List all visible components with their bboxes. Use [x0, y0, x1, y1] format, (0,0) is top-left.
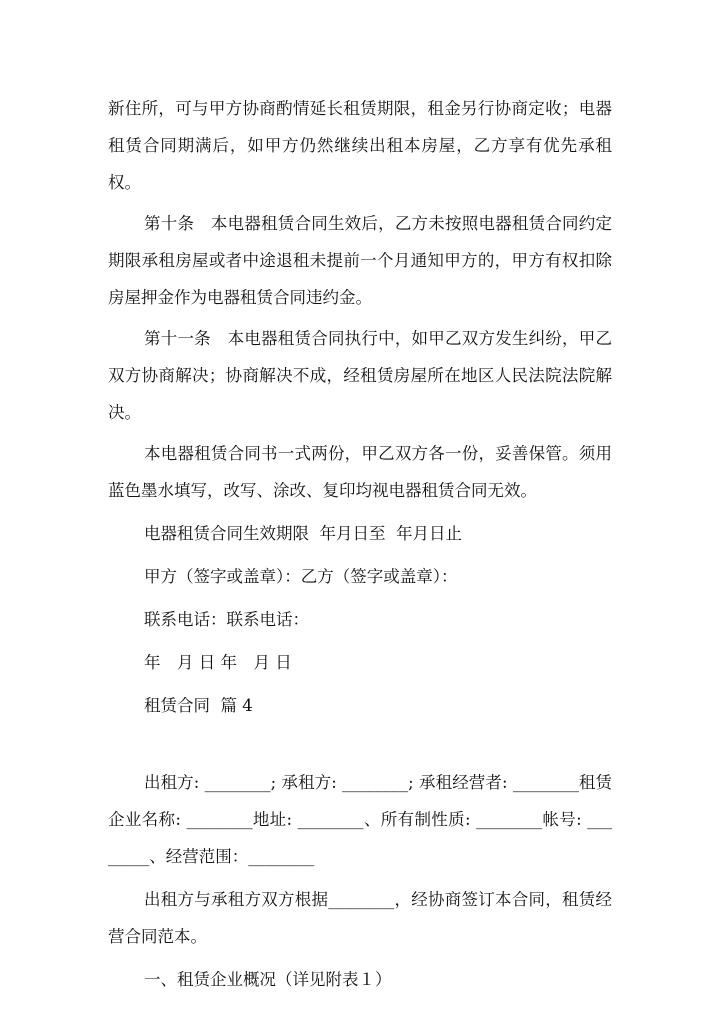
paragraph-copies-clause: 本电器租赁合同书一式两份，甲乙双方各一份，妥善保管。须用蓝色墨水填写，改写、涂改、复印均视电器租赁合同无效。: [108, 444, 612, 500]
paragraph-validity-period: 电器租赁合同生效期限 年月日至 年月日止: [144, 524, 462, 543]
paragraph-company-overview: 一、租赁企业概况（详见附表１）: [144, 970, 392, 989]
paragraph-phone-numbers: 联系电话：联系电话：: [144, 610, 309, 629]
paragraph-signatures: 甲方（签字或盖章）：乙方（签字或盖章）：: [144, 567, 458, 586]
paragraph-article-11: 第十一条 本电器租赁合同执行中，如甲乙双方发生纠纷，甲乙双方协商解决；协商解决不成，经租赁房屋所在地区人民法院法院解决。: [108, 329, 612, 422]
paragraph-agreement-basis: 出租方与承租方双方根据________，经协商签订本合同，租赁经营合同范本。: [108, 890, 612, 946]
paragraph-renewal-clause: 新住所，可与甲方协商酌情延长租赁期限，租金另行协商定收；电器租赁合同期满后，如甲方仍然继续出租本房屋，乙方享有优先承租权。: [108, 99, 612, 192]
paragraph-dates: 年 月 日 年 月 日: [144, 653, 292, 672]
paragraph-party-fields: 出租方: ________; 承租方: ________; 承租经营者: ________租赁企业名称: ________地址: ________、所有制性质: ________帐号: ________、经营范围：________: [108, 773, 612, 866]
document-body: [108, 90, 612, 998]
paragraph-article-10: 第十条 本电器租赁合同生效后，乙方未按照电器租赁合同约定期限承租房屋或者中途退租未提前一个月通知甲方的，甲方有权扣除房屋押金作为电器租赁合同违约金。: [108, 214, 612, 307]
section-heading-part-4: 租赁合同 篇 4: [144, 696, 253, 715]
